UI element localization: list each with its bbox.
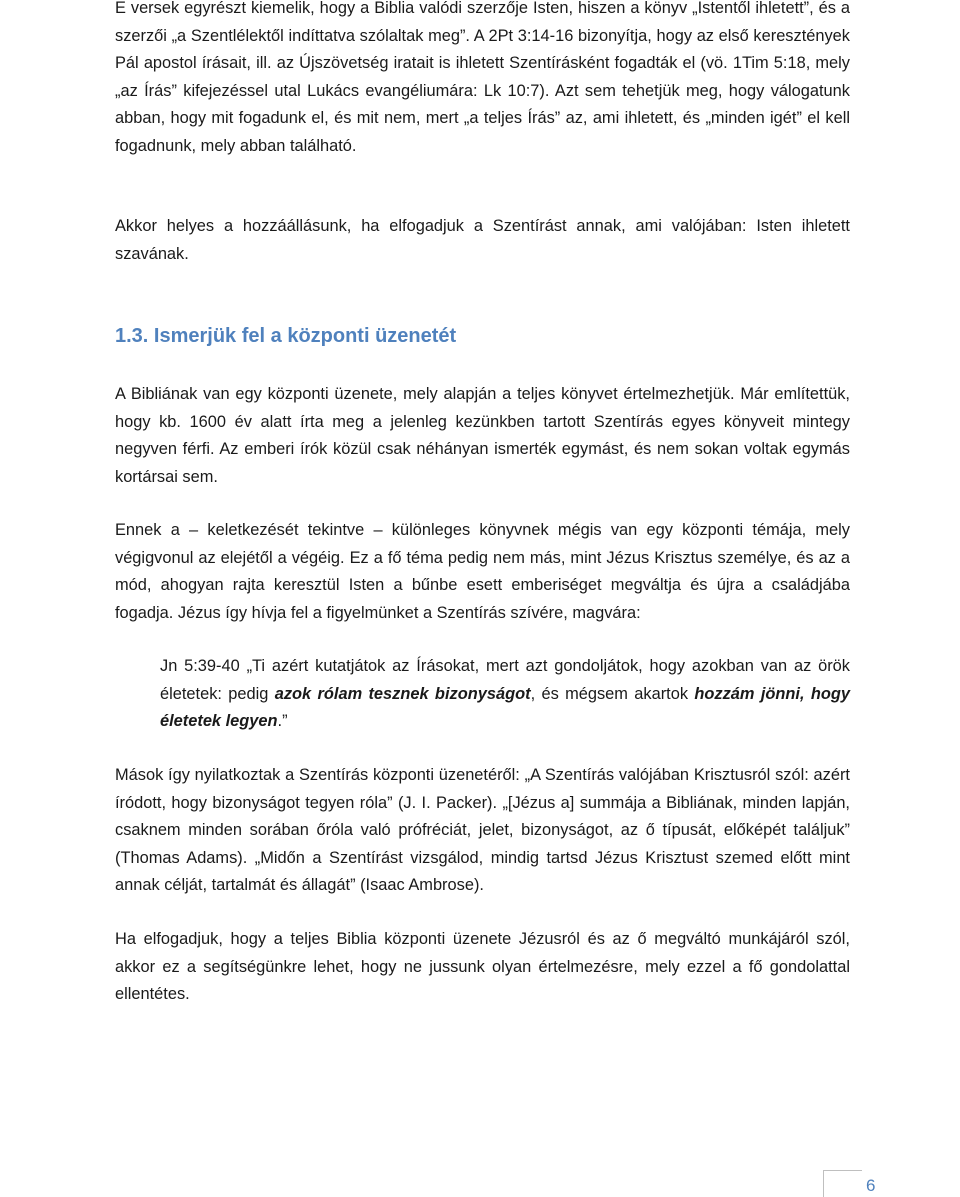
- scripture-quote: [160, 653, 850, 736]
- section-heading: 1.3. Ismerjük fel a központi üzenetét: [115, 325, 457, 347]
- paragraph-attitude: Akkor helyes a hozzáállásunk, ha elfogadjuk a Szentírást annak, ami valójában: Isten ihletett szavának.: [115, 217, 850, 263]
- paragraph-conclusion: Ha elfogadjuk, hogy a teljes Biblia központi üzenete Jézusról és az ő megváltó munkájáról szól, akkor ez a segítségünkre lehet, hogy ne jussunk olyan értelmezésre, mely ezzel a fő gondolattal ellentétes.: [115, 930, 850, 1004]
- quote-emphasis-2: hozzám jönni, hogy életetek legyen: [160, 684, 850, 731]
- footer-divider: [823, 1170, 862, 1197]
- quote-emphasis-1: azok rólam tesznek bizonyságot: [274, 684, 531, 703]
- quote-text-e: .”: [277, 712, 288, 731]
- paragraph-central-message: A Bibliának van egy központi üzenete, mely alapján a teljes könyvet értelmezhetjük. Már említettük, hogy kb. 1600 év alatt írta meg a jelenleg kezünkben tartott Szentírás egyes könyveit mintegy negyven férfi. Az emberi írók közül csak néhányan ismerték egymást, és nem sokan voltak egymás kortársai sem.: [115, 385, 850, 486]
- paragraph-inspiration: E versek egyrészt kiemelik, hogy a Biblia valódi szerzője Isten, hiszen a könyv „Istentől ihletett”, és a szerzői „a Szentlélektől indíttatva szólaltak meg”. A 2Pt 3:14-16 bizonyítja, hogy az első keresztények Pál apostol írásait, ill. az Újszövetség iratait is ihletett Szentírásként fogadták el (vö. 1Tim 5:18, mely „az Írás” kifejezéssel utal Lukács evangéliumára: Lk 10:7). Azt sem tehetjük meg, hogy válogatunk abban, hogy mit fogadunk el, és mit nem, mert „a teljes Írás” az, ami ihletett, és „minden igét” el kell fogadnunk, mely abban található.: [115, 0, 850, 155]
- paragraph-others-quotes: Mások így nyilatkoztak a Szentírás központi üzenetéről: „A Szentírás valójában Krisztusról szól: azért íródott, hogy bizonyságot tegyen róla” (J. I. Packer). „[Jézus a] summája a Bibliának, minden lapján, csaknem minden sorában őróla való prófréciát, jelet, bizonyságot, az ő típusát, előképét találjuk” (Thomas Adams). „Midőn a Szentírást vizsgálod, mindig tartsd Jézus Krisztust szemed előtt mint annak célját, tartalmát és állagát” (Isaac Ambrose).: [115, 766, 850, 895]
- page-number: 6: [866, 1176, 876, 1195]
- paragraph-central-theme: Ennek a – keletkezését tekintve – különleges könyvnek mégis van egy központi témája, mely végigvonul az elejétől a végéig. Ez a fő téma pedig nem más, mint Jézus Krisztus személye, és az a mód, ahogyan rajta keresztül Isten a bűnbe esett emberiséget megváltja és újra a családjába fogadja. Jézus így hívja fel a figyelmünket a Szentírás szívére, magvára:: [115, 521, 850, 622]
- quote-text-a: Jn 5:39-40 „Ti azért kutatjátok az Írásokat, mert azt gondoljátok, hogy azokban van az örök életetek: pedig: [160, 657, 850, 703]
- quote-text-c: , és mégsem akartok: [530, 684, 695, 703]
